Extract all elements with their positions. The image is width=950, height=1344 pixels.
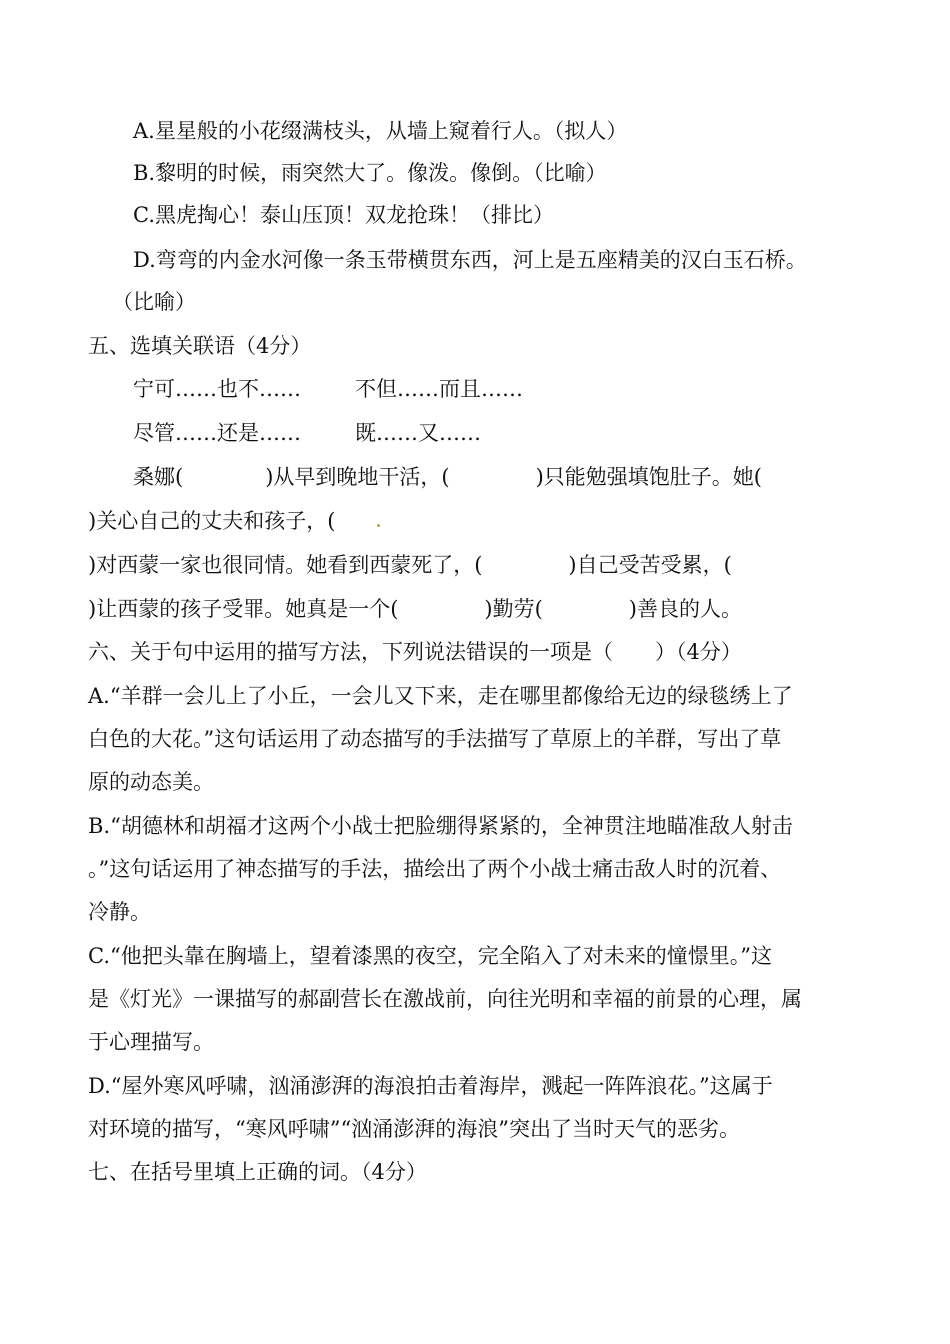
choice-d-line1: D.“屋外寒风呼啸，汹涌澎湃的海浪拍击着海岸，溅起一阵阵浪花。”这属于 [88, 1074, 773, 1098]
choice-a-line1: A.“羊群一会儿上了小丘，一会儿又下来，走在哪里都像给无边的绿毯绣上了 [88, 684, 793, 708]
section7-heading: 七、在括号里填上正确的词。（4分） [88, 1160, 427, 1184]
passage-line-4 [88, 594, 742, 624]
conjunction-pair-3: 尽管……还是…… [133, 421, 301, 445]
passage-text: )只能勉强填饱肚子。她( [535, 465, 762, 489]
passage-text: )勤劳( [484, 597, 543, 621]
choice-a-line3: 原的动态美。 [88, 770, 214, 794]
choice-c-line2: 是《灯光》一课描写的郝副营长在激战前，向往光明和幸福的前景的心理，属 [88, 987, 802, 1011]
conjunction-pair-2: 不但……而且…… [355, 377, 523, 401]
option-a: A.星星般的小花缀满枝头，从墙上窥着行人。（拟人） [133, 119, 628, 143]
conjunction-pair-1: 宁可……也不…… [133, 377, 301, 401]
option-c: C.黑虎掏心！泰山压顶！双龙抢珠！（排比） [133, 203, 554, 227]
choice-c-line3: 于心理描写。 [88, 1030, 214, 1054]
section5-heading: 五、选填关联语（4分） [88, 334, 312, 358]
choice-c-line1: C.“他把头靠在胸墙上，望着漆黑的夜空，完全陷入了对未来的憧憬里。”这 [88, 944, 772, 968]
conjunction-pair-4: 既……又…… [355, 421, 481, 445]
choice-b-line2: 。”这句话运用了神态描写的手法，描绘出了两个小战士痛击敌人时的沉着、 [88, 857, 782, 881]
passage-line-2 [88, 506, 395, 536]
section6-heading: 六、关于句中运用的描写方法，下列说法错误的一项是（ ）（4分） [88, 640, 742, 664]
passage-text: )从早到晚地干活，( [265, 465, 450, 489]
passage-text: )善良的人。 [628, 597, 742, 621]
passage-text: )关心自己的丈夫和孩子，( [88, 509, 336, 533]
passage-text: 桑娜( [133, 465, 184, 489]
option-d-line1: D.弯弯的内金水河像一条玉带横贯东西，河上是五座精美的汉白玉石桥。 [133, 248, 807, 272]
option-d-line2: （比喻） [112, 290, 196, 314]
option-b: B.黎明的时候，雨突然大了。像泼。像倒。（比喻） [133, 161, 607, 185]
choice-b-line3: 冷静。 [88, 900, 151, 924]
choice-b-line1: B.“胡德林和胡福才这两个小战士把脸绷得紧紧的，全神贯注地瞄准敌人射击 [88, 814, 793, 838]
passage-text: )自己受苦受累，( [568, 553, 732, 577]
passage-line-1 [133, 462, 762, 492]
mark-dot [377, 524, 380, 527]
passage-line-3 [88, 550, 792, 580]
passage-text: )对西蒙一家也很同情。她看到西蒙死了，( [88, 553, 483, 577]
choice-a-line2: 白色的大花。”这句话运用了动态描写的手法描写了草原上的羊群，写出了草 [88, 727, 782, 751]
passage-text: )让西蒙的孩子受罪。她真是一个( [88, 597, 399, 621]
choice-d-line2: 对环境的描写，“寒风呼啸”“汹涌澎湃的海浪”突出了当时天气的恶劣。 [88, 1117, 740, 1141]
